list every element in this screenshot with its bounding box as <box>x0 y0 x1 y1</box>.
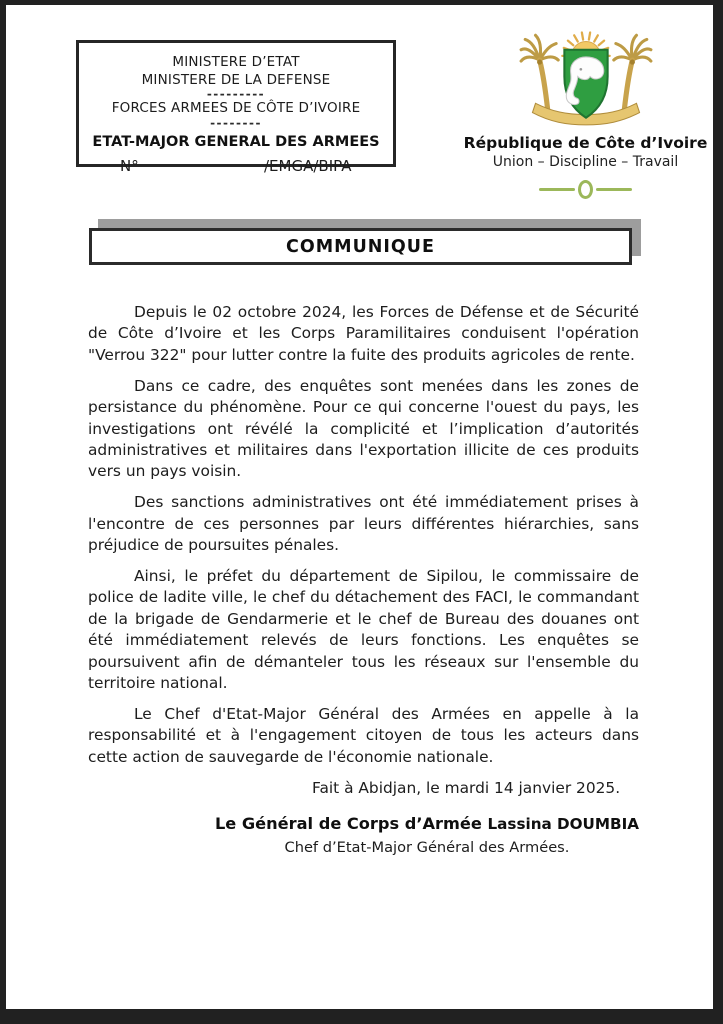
ornament-divider-icon <box>453 180 718 199</box>
divider-line-left <box>539 188 575 191</box>
divider-ring <box>578 180 593 199</box>
communique-body <box>88 302 639 858</box>
signatory-name <box>215 814 639 834</box>
separator-dashes: --------- <box>206 87 266 101</box>
ministry-line-1: MINISTERE D’ETAT <box>172 54 300 70</box>
page-title: COMMUNIQUE <box>286 236 435 257</box>
signatory-rank: Le Général de Corps d’Armée <box>214 814 488 834</box>
dateline: Fait à Abidjan, le mardi 14 janvier 2025. <box>312 778 621 797</box>
paragraph-2: Dans ce cadre, des enquêtes sont menées dans les zones de persistance du phénomène. Pour ce qui concerne l'ouest du pays, les investigations ont révélé la complicité et l’implication d’autorités administratives et militaires dans l'exportation illicite de ces produits vers un pays voisin. <box>88 376 639 481</box>
signature-block <box>215 814 639 858</box>
paragraph-4: Ainsi, le préfet du département de Sipilou, le commissaire de police de ladite ville, le chef du détachement des FACI, le commandant de la brigade de Gendarmerie et le chef de Bureau des douanes ont été immédiatement relevés de leurs fonctions. Les enquêtes se poursuivent afin de démanteler tous les réseaux sur l'ensemble du territoire national. <box>88 566 639 692</box>
communique-title-banner <box>89 228 632 265</box>
separator-dashes: -------- <box>210 115 262 130</box>
reference-number-prefix: N° <box>120 157 139 175</box>
divider-line-right <box>596 188 632 191</box>
paragraph-5: Le Chef d'Etat-Major Général des Armées en appelle à la responsabilité et à l'engagement citoyen de tous les acteurs dans cette action de sauvegarde de l'économie nationale. <box>88 704 639 766</box>
republic-emblem-block <box>453 25 718 199</box>
ministry-line-4: ETAT-MAJOR GENERAL DES ARMEES <box>92 133 380 150</box>
ministry-header-box <box>76 40 396 167</box>
ministry-line-2: MINISTERE DE LA DEFENSE <box>141 71 331 88</box>
document-page <box>6 5 713 1009</box>
signatory-person: Lassina DOUMBIA <box>487 815 639 834</box>
republic-name: République de Côte d’Ivoire <box>463 134 708 152</box>
paragraph-1: Depuis le 02 octobre 2024, les Forces de Défense et de Sécurité de Côte d’Ivoire et les Corps Paramilitaires conduisent l'opération "Verrou 322" pour lutter contre la fuite des produits agricoles de rente. <box>88 303 639 364</box>
republic-motto: Union – Discipline – Travail <box>492 154 679 170</box>
signatory-role: Chef d’Etat-Major Général des Armées. <box>284 839 570 857</box>
paragraph-3: Des sanctions administratives ont été immédiatement prises à l'encontre de ces personnes par leurs différentes hiérarchies, sans préjudice de poursuites pénales. <box>88 493 639 555</box>
coat-of-arms-icon <box>519 25 653 128</box>
reference-number-suffix: /EMGA/BIPA <box>264 157 352 175</box>
ministry-line-3: FORCES ARMEES DE CÔTE D’IVOIRE <box>111 100 361 116</box>
